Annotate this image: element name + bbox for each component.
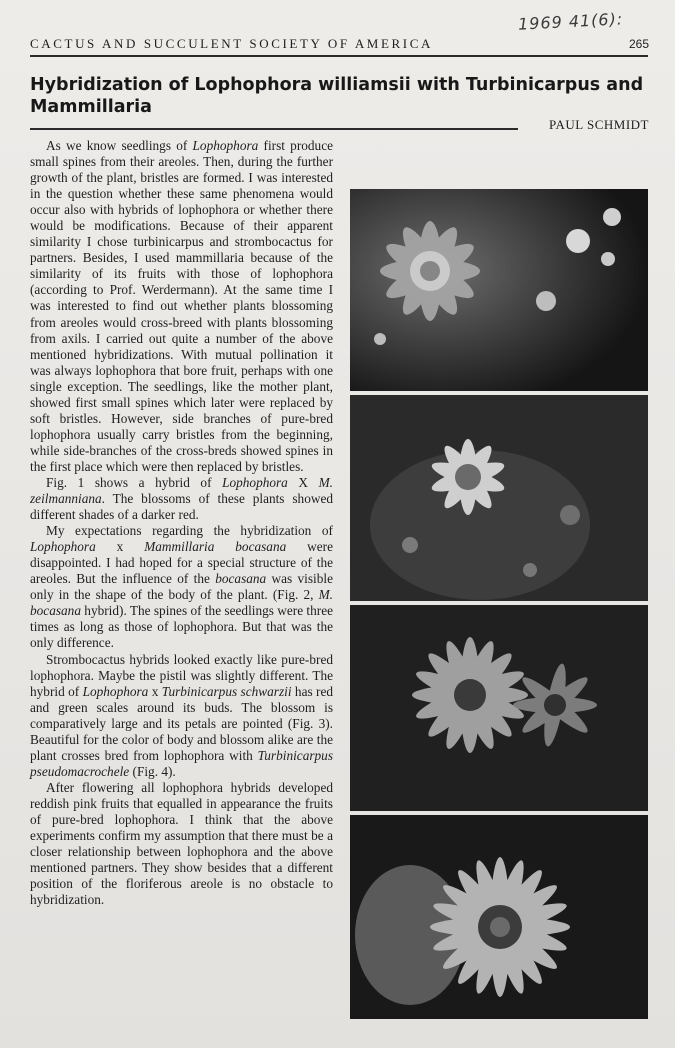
author-rule bbox=[30, 128, 518, 130]
handwritten-annotation: 1969 41(6): bbox=[517, 9, 624, 34]
fig-1-photo bbox=[350, 189, 648, 391]
page-number: 265 bbox=[628, 37, 649, 51]
header-rule bbox=[30, 55, 648, 57]
fig-2-photo bbox=[350, 395, 648, 601]
fig-3-photo bbox=[350, 605, 648, 811]
journal-header: CACTUS AND SUCCULENT SOCIETY OF AMERICA bbox=[30, 36, 433, 51]
fig-4-photo bbox=[350, 815, 648, 1019]
article-title: Hybridization of Lophophora williamsii with Turbinicarpus and Mammillaria bbox=[30, 75, 644, 117]
photo-column bbox=[350, 189, 648, 1023]
article-author: PAUL SCHMIDT bbox=[548, 117, 649, 132]
article-body bbox=[30, 138, 333, 908]
paragraph-5: After flowering all lophophora hybrids developed reddish pink fruits that equalled in appearance the fruits of pure-bred lophophora. I think that the above experiments confirm my assumption that there must be a closer relationship between lophophora and the above mentioned partners. They show besides that a different position of the floriferous areole is no obstacle to hybridization. bbox=[30, 779, 333, 908]
paragraph-1: As we know seedlings of Lophophora first produce small spines from their areoles. Then, during the further growth of the plant, bristles are formed. I was interested in the question whether these same phenomena would occur also with hybrids of lophophora or whether there would be modifications. Because of their apparent similarity I chose turbinicarpus and strombocactus for partners. Besides, I used mammillaria because of the similarity of its fruits with those of lophophora (according to Prof. Werdermann). At the same time I was interested to find out whether plants blossoming from areoles would cross-breed with plants blossoming from axils. I carried out quite a number of the above mentioned hybridizations. With mutual pollination it was always lophophora that bore fruit, perhaps with one single exception. The seedlings, like the mother plant, showed first small spines which later were replaced by soft bristles. However, side branches of pure-bred lophophora usually carry bristles from the beginning, while side-branches of the cross-breds showed spines in the first place which were then replaced by bristles. bbox=[30, 138, 333, 474]
paragraph-4: Strombocactus hybrids looked exactly like pure-bred lophophora. Maybe the pistil was slightly different. The hybrid of Lophophora x Turbinicarpus schwarzii has red and green scales around its buds. The blossom is comparatively large and its petals are pointed (Fig. 3). Beautiful for the color of body and blossom alike are the plant crosses bred from lophophora with Turbinicarpus pseudomacrochele (Fig. 4). bbox=[30, 651, 334, 779]
paragraph-2: Fig. 1 shows a hybrid of Lophophora X M. zeilmanniana. The blossoms of these plants showed different shades of a darker red. bbox=[30, 474, 333, 523]
paragraph-3: My expectations regarding the hybridization of Lophophora x Mammillaria bocasana were disappointed. I had hoped for a special structure of the areoles. But the influence of the bocasana was visible only in the shape of the body of the plant. (Fig. 2, M. bocasana hybrid). The spines of the seedlings were three times as long as those of lophophora. But that was the only difference. bbox=[30, 523, 333, 651]
